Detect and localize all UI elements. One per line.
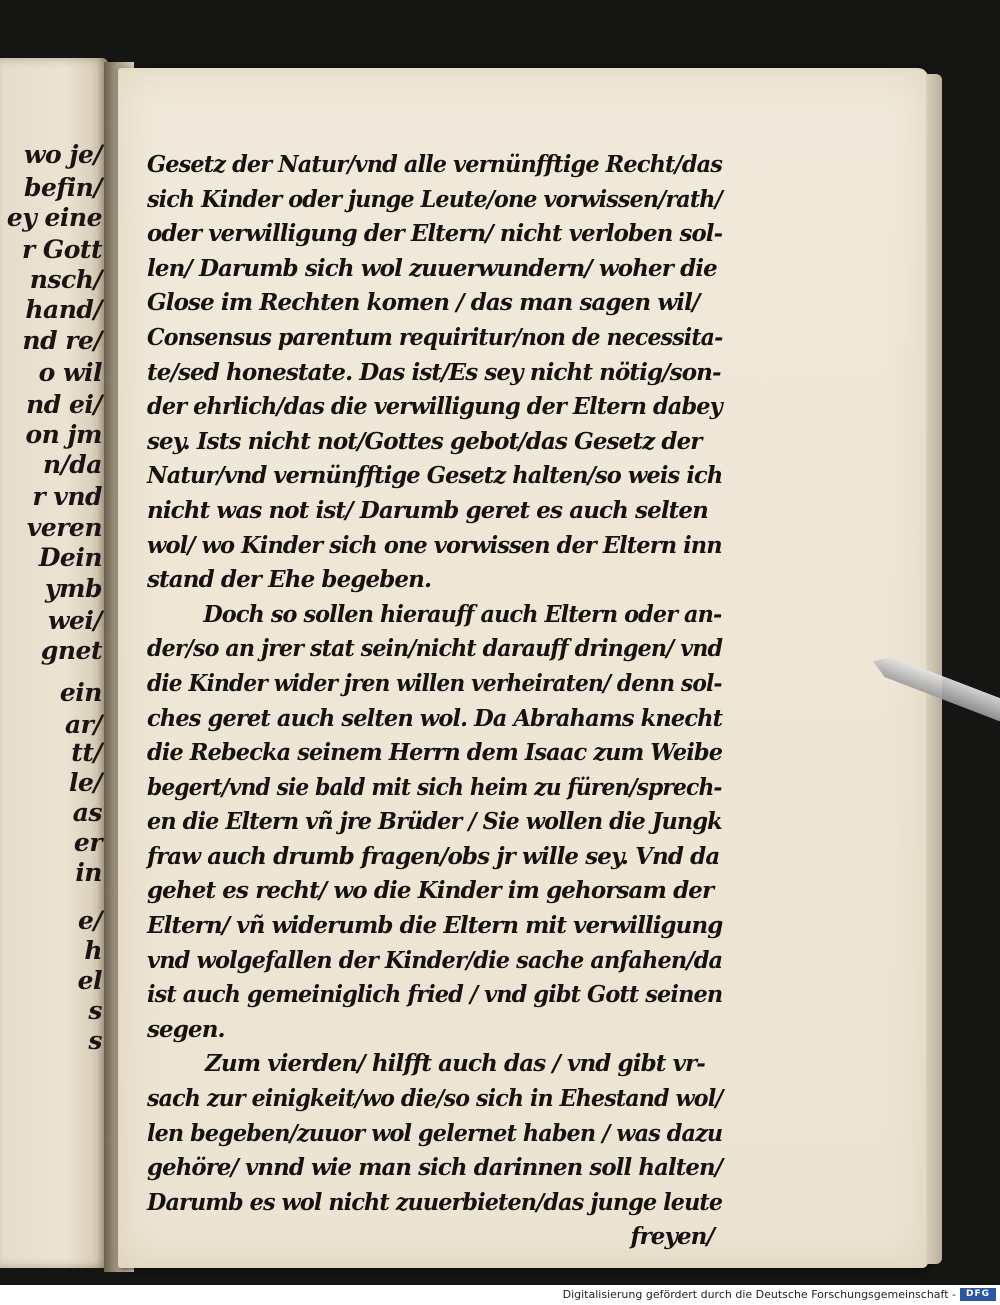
text-line: stand der Ehe begeben. xyxy=(147,566,432,594)
text-line: ches geret auch selten wol. Da Abrahams knecht xyxy=(147,704,723,732)
left-page-line: h xyxy=(84,936,102,965)
text-line: oder verwilligung der Eltern/ nicht verloben sol- xyxy=(147,220,723,248)
left-page-line: r Gott xyxy=(22,235,102,264)
text-line: Consensus parentum requiritur/non de necessita- xyxy=(147,323,723,351)
left-page-line: Dein xyxy=(38,543,102,572)
text-line: wol/ wo Kinder sich one vorwissen der Eltern inn xyxy=(147,531,722,559)
text-line: Glose im Rechten komen / das man sagen wil/ xyxy=(147,289,700,317)
text-line: freyen/ xyxy=(630,1223,714,1251)
left-page-line: n/da xyxy=(43,450,102,479)
left-page-line: gnet xyxy=(40,636,102,665)
left-page-line: ymb xyxy=(45,574,102,603)
left-page-line: ein xyxy=(59,678,102,707)
text-line: sach zur einigkeit/wo die/so sich in Ehestand wol/ xyxy=(147,1085,723,1113)
text-line: vnd wolgefallen der Kinder/die sache anfahen/da xyxy=(147,946,723,974)
digitization-footer xyxy=(0,1285,1000,1305)
previous-page-fragment xyxy=(0,58,108,1268)
left-page-line: s xyxy=(88,1026,102,1055)
page-edge xyxy=(926,74,942,1264)
text-line: Natur/vnd vernünfftige Gesetz halten/so weis ich xyxy=(147,462,723,490)
text-line: Eltern/ vñ widerumb die Eltern mit verwilligung xyxy=(147,912,723,940)
text-line: segen. xyxy=(147,1015,225,1043)
left-page-line: s xyxy=(88,996,102,1025)
left-page-line: e/ xyxy=(77,906,102,935)
left-page-line: as xyxy=(72,798,102,827)
text-line: len begeben/zuuor wol gelernet haben / was dazu xyxy=(147,1119,723,1147)
text-line: sey. Ists nicht not/Gottes gebot/das Gesetz der xyxy=(147,427,702,455)
text-line: gehet es recht/ wo die Kinder im gehorsam der xyxy=(147,877,714,905)
left-page-line: nd ei/ xyxy=(26,390,102,419)
text-line: en die Eltern vñ jre Brüder / Sie wollen die Jungk xyxy=(147,808,722,836)
left-page-line: le/ xyxy=(68,768,102,797)
text-line: nicht was not ist/ Darumb geret es auch selten xyxy=(147,496,708,524)
page-text xyxy=(147,148,722,1255)
text-line: der/so an jrer stat sein/nicht darauff dringen/ vnd xyxy=(147,635,723,663)
text-line: die Kinder wider jren willen verheiraten/ denn sol- xyxy=(147,669,722,697)
text-line: te/sed honestate. Das ist/Es sey nicht nötig/son- xyxy=(147,358,721,386)
left-page-line: befin/ xyxy=(24,173,102,202)
left-page-line: wo je/ xyxy=(24,140,102,169)
text-line: Doch so sollen hierauff auch Eltern oder an- xyxy=(203,600,722,628)
funding-credit: Digitalisierung gefördert durch die Deutsche Forschungsgemeinschaft - xyxy=(562,1288,956,1301)
text-line: der ehrlich/das die verwilligung der Eltern dabey xyxy=(147,393,722,421)
left-page-line: ey eine xyxy=(6,203,102,232)
left-page-line: r vnd xyxy=(32,482,102,511)
left-page-line: nd re/ xyxy=(22,326,102,355)
text-line: len/ Darumb sich wol zuuerwundern/ woher die xyxy=(147,254,717,282)
left-page-line: tt/ xyxy=(71,738,102,767)
text-line: begert/vnd sie bald mit sich heim zu füren/sprech- xyxy=(147,773,722,801)
left-page-line: on jm xyxy=(25,420,102,449)
text-line: sich Kinder oder junge Leute/one vorwissen/rath/ xyxy=(147,185,722,213)
left-page-line: wei/ xyxy=(47,606,102,635)
text-line: die Rebecka seinem Herrn dem Isaac zum Weibe xyxy=(147,739,723,767)
left-page-line: nsch/ xyxy=(29,265,102,294)
left-page-line: er xyxy=(73,828,102,857)
text-line: Gesetz der Natur/vnd alle vernünfftige Recht/das xyxy=(147,151,723,178)
left-page-line: ar/ xyxy=(64,710,102,739)
left-page-line: o wil xyxy=(38,358,102,387)
left-page-line: in xyxy=(75,858,102,887)
text-line: Darumb es wol nicht zuuerbieten/das junge leute xyxy=(147,1188,723,1216)
dfg-logo: DFG xyxy=(960,1288,996,1301)
left-page-line: el xyxy=(77,966,102,995)
text-line: gehöre/ vnnd wie man sich darinnen soll halten/ xyxy=(147,1154,723,1182)
left-page-line: hand/ xyxy=(25,295,102,324)
text-line: Zum vierden/ hilfft auch das / vnd gibt vr- xyxy=(205,1050,705,1078)
text-line: ist auch gemeiniglich fried / vnd gibt Gott seinen xyxy=(147,981,723,1009)
text-line: fraw auch drumb fragen/obs jr wille sey. Vnd da xyxy=(147,842,720,870)
left-page-line: veren xyxy=(26,513,102,542)
